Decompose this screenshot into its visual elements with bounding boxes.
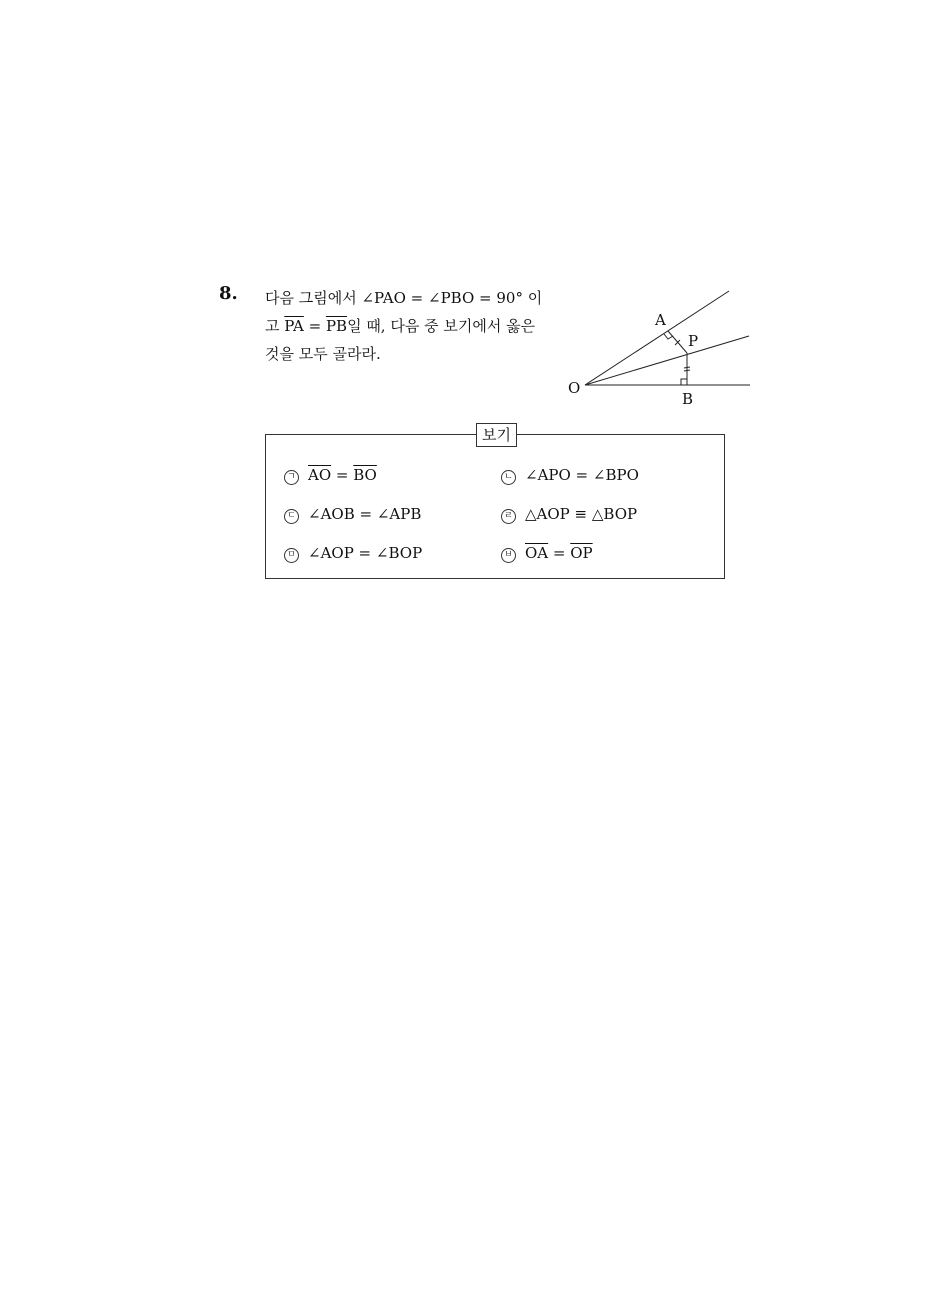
option-1-left: $\overline{AO}$ [308,466,332,484]
option-marker-5: ㅁ [284,548,299,563]
option-marker-3: ㄷ [284,509,299,524]
option-3-text: ∠AOB = ∠APB [308,505,422,523]
label-p: P [688,332,699,350]
option-6-left: $\overline{OA}$ [525,544,549,562]
label-a: A [655,311,666,329]
question-line-3: 것을 모두 골라라. [265,345,381,363]
segment-pb: $\overline{PB}$ [325,317,348,335]
question-text [265,284,565,368]
option-4-text: △AOP ≡ △BOP [525,505,638,523]
question-line-2-end: 일 때, 다음 중 보기에서 옳은 [347,317,536,335]
option-6 [501,544,593,563]
label-b: B [682,390,694,408]
question-line-1: 다음 그림에서 ∠PAO = ∠PBO = 90° 이 [265,289,543,307]
option-5 [284,544,422,563]
option-marker-1: ㄱ [284,470,299,485]
option-marker-4: ㄹ [501,509,516,524]
option-2-text: ∠APO = ∠BPO [525,466,639,484]
option-3 [284,505,421,524]
segment-pa: $\overline{PA}$ [284,317,304,335]
tick-pb-2 [684,370,690,371]
geometry-diagram [560,283,760,413]
option-4 [501,505,637,524]
ray-op [585,336,749,385]
question-line-2 [265,312,565,340]
option-2 [501,466,639,485]
option-marker-6: ㅂ [501,548,516,563]
option-1 [284,466,377,485]
equals-sign: = [303,317,326,335]
option-1-eq: = [331,466,354,484]
label-o: O [568,379,581,397]
right-angle-b [681,379,687,385]
ray-oa [585,291,729,385]
option-6-right: $\overline{OP}$ [570,544,593,562]
option-marker-2: ㄴ [501,470,516,485]
question-number: 8. [219,283,238,304]
question-line-2-start: 고 [265,317,285,335]
option-1-right: $\overline{BO}$ [353,466,377,484]
option-6-eq: = [548,544,571,562]
option-5-text: ∠AOP = ∠BOP [308,544,423,562]
bogi-title: 보기 [476,423,517,447]
tick-pb-1 [684,367,690,368]
